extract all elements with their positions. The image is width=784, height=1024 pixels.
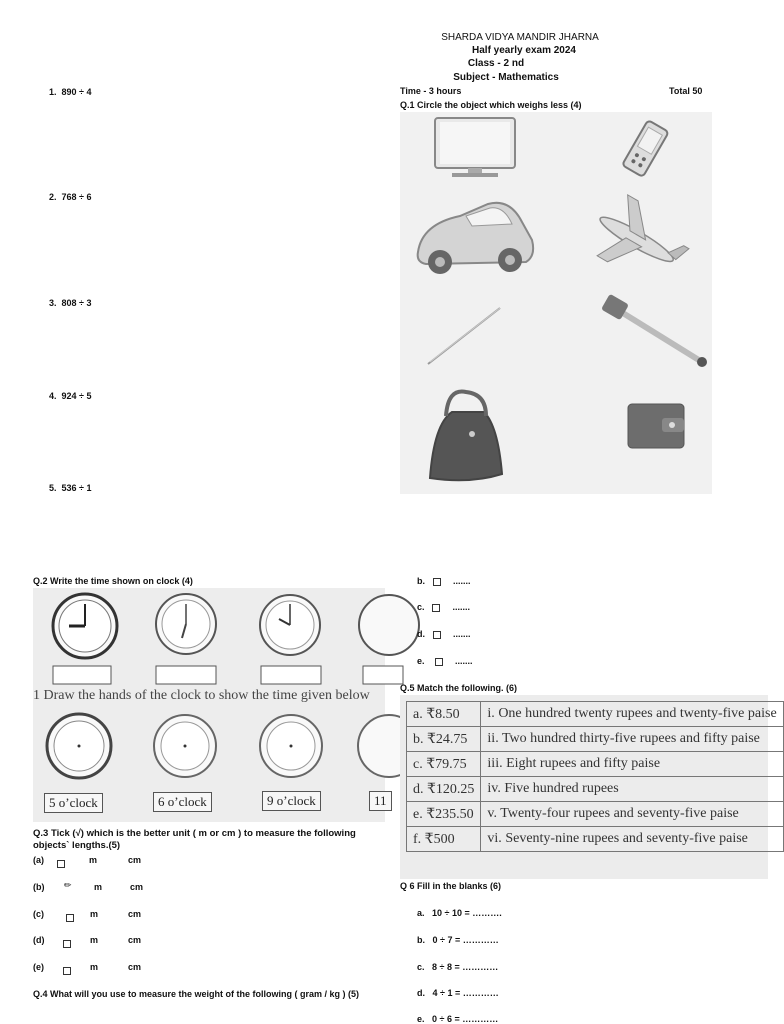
table-row — [407, 777, 784, 802]
q3-item: (e) — [33, 962, 44, 972]
wallet-icon — [628, 404, 684, 448]
q3-unit-m[interactable]: m — [94, 882, 103, 892]
division-item: 2. 768 ÷ 6 — [49, 192, 92, 202]
q3-unit-m[interactable]: m — [90, 935, 99, 945]
q5-match-image — [400, 695, 777, 879]
table-row — [407, 827, 784, 852]
school-name: SHARDA VIDYA MANDIR JHARNA — [441, 32, 599, 43]
q5-title: Q.5 Match the following. (6) — [400, 683, 517, 693]
q3-unit-cm[interactable]: cm — [128, 962, 142, 972]
q4-item: c. ....... — [417, 602, 471, 612]
q3-unit-m[interactable]: m — [90, 962, 99, 972]
clock-label: 11 — [369, 791, 392, 811]
q3-unit-cm[interactable]: cm — [128, 935, 142, 945]
q2-instruction: 1 Draw the hands of the clock to show the time given below — [33, 688, 370, 703]
q1-title: Q.1 Circle the object which weighs less (4) — [400, 100, 582, 110]
clock-icon — [260, 595, 320, 655]
q6-item: b. 0 ÷ 7 = ………… — [417, 935, 499, 945]
class-label: Class - 2 nd — [467, 58, 525, 69]
clock-icon — [53, 594, 117, 658]
needle-icon — [428, 308, 500, 364]
answer-box[interactable] — [363, 666, 403, 684]
clock-icon — [359, 595, 419, 655]
q3-unit-m[interactable]: m — [90, 909, 99, 919]
words-cell: iv. Five hundred rupees — [481, 777, 783, 802]
q1-objects-image — [400, 112, 712, 494]
table-row — [407, 802, 784, 827]
airplane-icon — [583, 189, 697, 294]
q3-item: (b) — [33, 882, 45, 892]
q6-item: c. 8 ÷ 8 = ………… — [417, 962, 499, 972]
q3-checkbox[interactable] — [66, 909, 74, 927]
table-row — [407, 727, 784, 752]
q3-unit-cm[interactable]: cm — [130, 882, 144, 892]
answer-box[interactable] — [53, 666, 111, 684]
q2-clocks-image — [33, 588, 385, 822]
q4-title: Q.4 What will you use to measure the weight of the following ( gram / kg ) (5) — [33, 989, 360, 999]
q3-unit-cm[interactable]: cm — [128, 855, 142, 865]
mobile-phone-icon — [622, 120, 669, 177]
clock-label: 5 o’clock — [44, 793, 103, 813]
amount-cell: f. ₹500 — [407, 827, 481, 852]
table-row — [407, 702, 784, 727]
q3-checkbox[interactable] — [57, 855, 65, 873]
table-row — [407, 752, 784, 777]
objects-drawing — [400, 112, 712, 494]
amount-cell: c. ₹79.75 — [407, 752, 481, 777]
clock-icon — [154, 715, 216, 777]
q6-item: d. 4 ÷ 1 = ………… — [417, 988, 499, 998]
q4-item: b. ....... — [417, 576, 471, 586]
q6-title: Q 6 Fill in the blanks (6) — [400, 881, 502, 891]
clock-icon — [47, 714, 111, 778]
q3-checkbox[interactable] — [63, 935, 71, 953]
amount-cell: b. ₹24.75 — [407, 727, 481, 752]
division-item: 5. 536 ÷ 1 — [49, 483, 92, 493]
clock-icon — [260, 715, 322, 777]
division-item: 1. 890 ÷ 4 — [49, 87, 92, 97]
answer-box[interactable] — [261, 666, 321, 684]
q3-title: Q.3 Tick (√) which is the better unit ( m or cm ) to measure the following objects` lengths.(5) — [33, 828, 356, 851]
match-table — [406, 701, 784, 852]
clock-label: 9 o’clock — [262, 791, 321, 811]
q3-unit-cm[interactable]: cm — [128, 909, 142, 919]
q4-item: d. ....... — [417, 629, 471, 639]
television-icon — [435, 118, 515, 177]
division-item: 4. 924 ÷ 5 — [49, 391, 92, 401]
amount-cell: a. ₹8.50 — [407, 702, 481, 727]
words-cell: vi. Seventy-nine rupees and seventy-five paise — [481, 827, 783, 852]
car-icon — [418, 203, 533, 274]
total-marks: Total 50 — [669, 86, 703, 96]
q6-item: a. 10 ÷ 10 = ………. — [417, 908, 502, 918]
time-label: Time - 3 hours — [400, 86, 462, 96]
division-item: 3. 808 ÷ 3 — [49, 298, 92, 308]
q3-unit-m[interactable]: m — [89, 855, 98, 865]
exam-title: Half yearly exam 2024 — [472, 45, 576, 56]
words-cell: iii. Eight rupees and fifty paise — [481, 752, 783, 777]
q3-item: (c) — [33, 909, 44, 919]
clock-label: 6 o’clock — [153, 792, 212, 812]
q3-item: (d) — [33, 935, 45, 945]
clock-icon — [156, 594, 216, 654]
handbag-icon — [430, 392, 502, 481]
amount-cell: d. ₹120.25 — [407, 777, 481, 802]
words-cell: ii. Two hundred thirty-five rupees and fifty paise — [481, 727, 783, 752]
amount-cell: e. ₹235.50 — [407, 802, 481, 827]
words-cell: i. One hundred twenty rupees and twenty-five paise — [481, 702, 783, 727]
q4-item: e. ....... — [417, 656, 473, 666]
hammer-icon — [601, 294, 707, 367]
clocks-drawing — [33, 588, 385, 822]
answer-box[interactable] — [156, 666, 216, 684]
words-cell: v. Twenty-four rupees and seventy-five paise — [481, 802, 783, 827]
q3-item: (a) — [33, 855, 44, 865]
q3-checkbox[interactable] — [63, 962, 71, 980]
q2-title: Q.2 Write the time shown on clock (4) — [33, 576, 193, 586]
subject-label: Subject - Mathematics — [453, 72, 559, 83]
pencil-icon: ✏ — [64, 880, 72, 890]
q6-item: e. 0 ÷ 6 = ………… — [417, 1014, 499, 1024]
